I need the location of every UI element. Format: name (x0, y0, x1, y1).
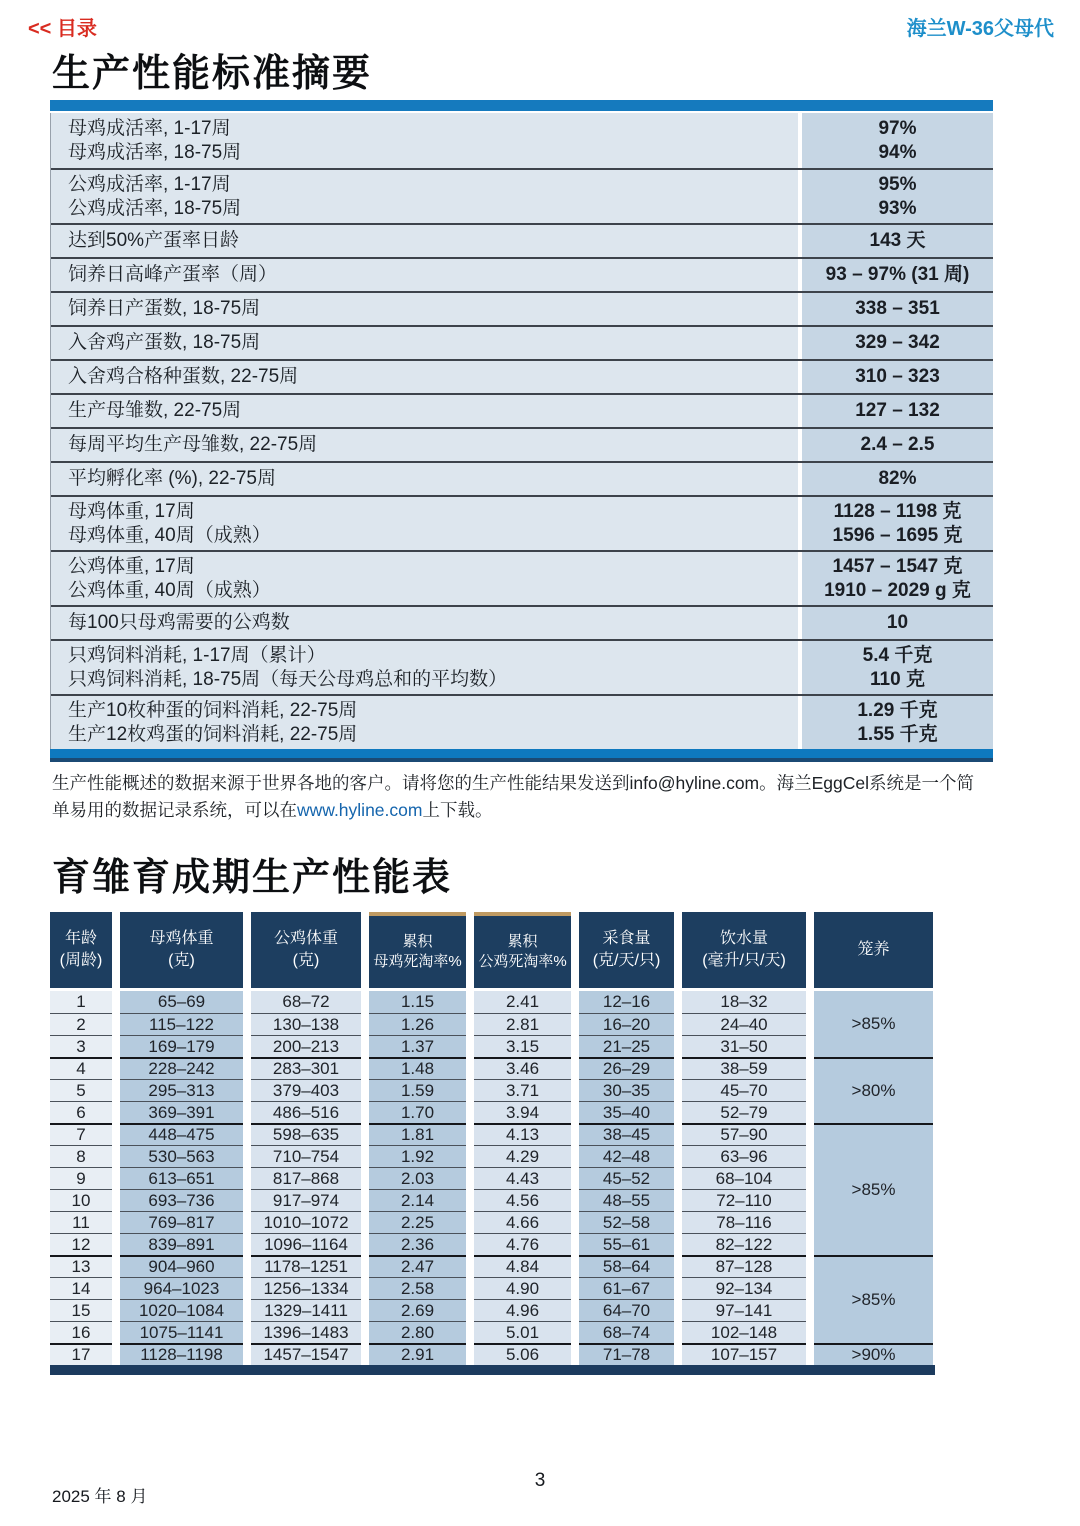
grow-table-cell: 4.43 (474, 1167, 571, 1189)
grow-table-cell: 1128–1198 (120, 1343, 243, 1365)
grow-table-cell: 598–635 (251, 1123, 361, 1145)
summary-row-label: 只鸡饲料消耗, 1-17周（累计） 只鸡饲料消耗, 18-75周（每天公母鸡总和的平均数） (51, 641, 798, 694)
grow-table-cell: 2.14 (369, 1189, 466, 1211)
grow-table-cell: 1075–1141 (120, 1321, 243, 1343)
summary-row-label: 生产母雏数, 22-75周 (51, 395, 798, 427)
summary-row-label: 每周平均生产母雏数, 22-75周 (51, 429, 798, 461)
grow-table-cell: 1396–1483 (251, 1321, 361, 1343)
grow-table-cell: 72–110 (682, 1189, 806, 1211)
brand-header: 海兰W-36父母代 (906, 18, 1054, 40)
grow-table-cell: 1457–1547 (251, 1343, 361, 1365)
grow-table-cell: 4.29 (474, 1145, 571, 1167)
grow-table-cell: 30–35 (579, 1079, 674, 1101)
grow-table-cell: 1.37 (369, 1035, 466, 1057)
grow-table-cell: 71–78 (579, 1343, 674, 1365)
grow-table-cell: 4.13 (474, 1123, 571, 1145)
summary-row-value: 97% 94% (802, 113, 993, 168)
grow-table-cell: 45–52 (579, 1167, 674, 1189)
grow-table-cell: 65–69 (120, 991, 243, 1013)
grow-table-cell: 107–157 (682, 1343, 806, 1365)
grow-table-cell: 369–391 (120, 1101, 243, 1123)
grow-table-cell: 78–116 (682, 1211, 806, 1233)
summary-row-label: 达到50%产蛋率日龄 (51, 225, 798, 257)
summary-row-label: 饲养日高峰产蛋率（周） (51, 259, 798, 291)
summary-row-value: 329 – 342 (802, 327, 993, 359)
grow-table-cell: 710–754 (251, 1145, 361, 1167)
grow-table-cell: 1329–1411 (251, 1299, 361, 1321)
grow-table-cell: 2.03 (369, 1167, 466, 1189)
grow-table-cell: 68–74 (579, 1321, 674, 1343)
summary-row-label: 生产10枚种蛋的饲料消耗, 22-75周 生产12枚鸡蛋的饲料消耗, 22-75周 (51, 696, 798, 749)
summary-row-label: 入舍鸡合格种蛋数, 22-75周 (51, 361, 798, 393)
grow-table-cell: 2 (50, 1013, 112, 1035)
grow-table-cell: 10 (50, 1189, 112, 1211)
grow-table-cell: 4.84 (474, 1255, 571, 1277)
grow-table-cell: 904–960 (120, 1255, 243, 1277)
grow-table-cell: 82–122 (682, 1233, 806, 1255)
grow-table-cell: 964–1023 (120, 1277, 243, 1299)
grow-table-cell: 3.94 (474, 1101, 571, 1123)
grow-table-cell: 24–40 (682, 1013, 806, 1035)
grow-table-cell: 1.70 (369, 1101, 466, 1123)
summary-row-value: 2.4 – 2.5 (802, 429, 993, 461)
grow-header-cell: 累积 母鸡死淘率% (369, 912, 466, 988)
grow-table-cell: 4.76 (474, 1233, 571, 1255)
summary-table-row (51, 359, 993, 393)
grow-table-cell: 61–67 (579, 1277, 674, 1299)
grow-table-cell: 2.69 (369, 1299, 466, 1321)
summary-row-label: 入舍鸡产蛋数, 18-75周 (51, 327, 798, 359)
summary-row-value: 310 – 323 (802, 361, 993, 393)
summary-row-value: 1.29 千克 1.55 千克 (802, 696, 993, 749)
grow-table-cell: 283–301 (251, 1057, 361, 1079)
summary-table-row (51, 495, 993, 550)
grow-table-cell: 5 (50, 1079, 112, 1101)
footer-date: 2025 年 8 月 (52, 1487, 148, 1506)
grow-table-cell: 26–29 (579, 1057, 674, 1079)
grow-table-cell: 16 (50, 1321, 112, 1343)
grow-header-cell: 累积 公鸡死淘率% (474, 912, 571, 988)
summary-row-label: 公鸡体重, 17周 公鸡体重, 40周（成熟） (51, 552, 798, 605)
grow-table-cell: 1020–1084 (120, 1299, 243, 1321)
grow-table-cell: 1.26 (369, 1013, 466, 1035)
grow-table-cell: 379–403 (251, 1079, 361, 1101)
grow-table-cell: 2.81 (474, 1013, 571, 1035)
grow-table-cell: 11 (50, 1211, 112, 1233)
grow-table-cell: 21–25 (579, 1035, 674, 1057)
summary-row-label: 公鸡成活率, 1-17周 公鸡成活率, 18-75周 (51, 170, 798, 223)
grow-table-cell: 1 (50, 991, 112, 1013)
summary-table-row (51, 223, 993, 257)
grow-header-cell: 饮水量 (毫升/只/天) (682, 912, 806, 988)
summary-table-row (51, 550, 993, 605)
grow-table-cell: 448–475 (120, 1123, 243, 1145)
grow-table-cell: 1.81 (369, 1123, 466, 1145)
summary-table-row (51, 291, 993, 325)
grow-table-cell: 4.56 (474, 1189, 571, 1211)
grow-table-cell: 16–20 (579, 1013, 674, 1035)
grow-table-cell: 1.92 (369, 1145, 466, 1167)
grow-table-cell: 295–313 (120, 1079, 243, 1101)
grow-table-cell: 839–891 (120, 1233, 243, 1255)
grow-table-cell: 2.80 (369, 1321, 466, 1343)
grow-table-cell: 97–141 (682, 1299, 806, 1321)
summary-row-value: 1457 – 1547 克 1910 – 2029 g 克 (802, 552, 993, 605)
summary-row-value: 143 天 (802, 225, 993, 257)
grow-table-cell: 530–563 (120, 1145, 243, 1167)
grow-table-cell: 52–79 (682, 1101, 806, 1123)
summary-table-row (51, 325, 993, 359)
grow-table-cell: 2.91 (369, 1343, 466, 1365)
note-text-before: 生产性能概述的数据来源于世界各地的客户。请将您的生产性能结果发送到info@hyline.com。海兰EggCel系统是一个简单易用的数据记录系统，可以在 (52, 773, 975, 821)
grow-table-cell: 1010–1072 (251, 1211, 361, 1233)
grow-table-cell: 58–64 (579, 1255, 674, 1277)
grow-table-cell: 817–868 (251, 1167, 361, 1189)
summary-table-top-bar (50, 100, 993, 113)
cage-rearing-cell: >85% (814, 991, 933, 1057)
grow-table-cell: 63–96 (682, 1145, 806, 1167)
cage-rearing-cell: >85% (814, 1123, 933, 1255)
summary-table-row (51, 393, 993, 427)
grow-table-cell: 228–242 (120, 1057, 243, 1079)
grow-header-cell: 母鸡体重 (克) (120, 912, 243, 988)
summary-table-row (51, 639, 993, 694)
data-source-note (52, 770, 990, 824)
cage-rearing-cell: >85% (814, 1255, 933, 1343)
grow-table-cell: 52–58 (579, 1211, 674, 1233)
summary-row-label: 母鸡成活率, 1-17周 母鸡成活率, 18-75周 (51, 113, 798, 168)
summary-table-row (51, 257, 993, 291)
summary-table-row (51, 113, 993, 168)
grow-table-body (50, 991, 935, 1365)
summary-row-label: 每100只母鸡需要的公鸡数 (51, 607, 798, 639)
summary-row-value: 93 – 97% (31 周) (802, 259, 993, 291)
summary-row-value: 10 (802, 607, 993, 639)
grow-table-cell: 1256–1334 (251, 1277, 361, 1299)
summary-row-value: 127 – 132 (802, 395, 993, 427)
grow-table-cell: 4.90 (474, 1277, 571, 1299)
grow-table-cell: 87–128 (682, 1255, 806, 1277)
note-text-after: 上下载。 (422, 800, 493, 821)
grow-header-cell: 采食量 (克/天/只) (579, 912, 674, 988)
grow-table-cell: 38–45 (579, 1123, 674, 1145)
grow-table-header (50, 912, 935, 988)
grow-table-cell: 1.48 (369, 1057, 466, 1079)
grow-table-cell: 92–134 (682, 1277, 806, 1299)
grow-table-cell: 2.47 (369, 1255, 466, 1277)
grow-table-cell: 2.36 (369, 1233, 466, 1255)
grow-table-cell: 38–59 (682, 1057, 806, 1079)
grow-table-cell: 613–651 (120, 1167, 243, 1189)
summary-table-row (51, 461, 993, 495)
grow-table-cell: 5.06 (474, 1343, 571, 1365)
performance-summary-table (50, 100, 993, 762)
grow-table-cell: 130–138 (251, 1013, 361, 1035)
grow-table-cell: 5.01 (474, 1321, 571, 1343)
grow-table-cell: 68–72 (251, 991, 361, 1013)
summary-table-row (51, 427, 993, 461)
grow-table-cell: 3.46 (474, 1057, 571, 1079)
grow-table-cell: 4.96 (474, 1299, 571, 1321)
grow-table-cell: 18–32 (682, 991, 806, 1013)
grow-period-table (50, 912, 935, 1375)
grow-table-cell: 917–974 (251, 1189, 361, 1211)
summary-row-value: 338 – 351 (802, 293, 993, 325)
back-to-toc-link[interactable]: << 目录 (28, 18, 97, 40)
grow-table-cell: 3 (50, 1035, 112, 1057)
grow-table-cell: 1178–1251 (251, 1255, 361, 1277)
summary-row-value: 95% 93% (802, 170, 993, 223)
grow-table-cell: 693–736 (120, 1189, 243, 1211)
grow-table-cell: 6 (50, 1101, 112, 1123)
grow-header-cell: 公鸡体重 (克) (251, 912, 361, 988)
summary-row-label: 母鸡体重, 17周 母鸡体重, 40周（成熟） (51, 497, 798, 550)
grow-table-cell: 1096–1164 (251, 1233, 361, 1255)
grow-table-cell: 12 (50, 1233, 112, 1255)
grow-table-cell: 13 (50, 1255, 112, 1277)
grow-table-cell: 17 (50, 1343, 112, 1365)
grow-table-cell: 7 (50, 1123, 112, 1145)
summary-table-row (51, 605, 993, 639)
grow-table-cell: 102–148 (682, 1321, 806, 1343)
grow-table-cell: 2.41 (474, 991, 571, 1013)
grow-table-cell: 3.15 (474, 1035, 571, 1057)
summary-row-label: 平均孵化率 (%), 22-75周 (51, 463, 798, 495)
grow-table-cell: 57–90 (682, 1123, 806, 1145)
grow-table-cell: 486–516 (251, 1101, 361, 1123)
grow-table-cell: 9 (50, 1167, 112, 1189)
grow-table-cell: 35–40 (579, 1101, 674, 1123)
grow-table-bottom-bar (50, 1365, 935, 1375)
grow-header-cell: 笼养 (814, 912, 933, 988)
summary-table-bottom-bar (50, 749, 993, 762)
grow-table-cell: 4.66 (474, 1211, 571, 1233)
cage-rearing-cell: >90% (814, 1343, 933, 1365)
page-number: 3 (534, 1470, 546, 1491)
grow-table-cell: 200–213 (251, 1035, 361, 1057)
grow-header-cell: 年龄 (周龄) (50, 912, 112, 988)
summary-row-label: 饲养日产蛋数, 18-75周 (51, 293, 798, 325)
grow-table-cell: 12–16 (579, 991, 674, 1013)
grow-table-cell: 31–50 (682, 1035, 806, 1057)
grow-table-cell: 115–122 (120, 1013, 243, 1035)
grow-table-cell: 68–104 (682, 1167, 806, 1189)
summary-table-rows (50, 113, 993, 749)
grow-table-cell: 1.59 (369, 1079, 466, 1101)
grow-table-cell: 4 (50, 1057, 112, 1079)
grow-table-cell: 2.58 (369, 1277, 466, 1299)
summary-row-value: 1128 – 1198 克 1596 – 1695 克 (802, 497, 993, 550)
summary-row-value: 5.4 千克 110 克 (802, 641, 993, 694)
section1-title: 生产性能标准摘要 (52, 53, 373, 95)
grow-table-cell: 64–70 (579, 1299, 674, 1321)
hyline-website-link[interactable]: www.hyline.com (297, 800, 423, 821)
grow-table-cell: 14 (50, 1277, 112, 1299)
summary-table-row (51, 168, 993, 223)
grow-table-cell: 15 (50, 1299, 112, 1321)
grow-table-cell: 8 (50, 1145, 112, 1167)
grow-table-cell: 769–817 (120, 1211, 243, 1233)
summary-table-row (51, 694, 993, 749)
grow-table-cell: 42–48 (579, 1145, 674, 1167)
grow-table-cell: 169–179 (120, 1035, 243, 1057)
grow-table-cell: 45–70 (682, 1079, 806, 1101)
cage-rearing-cell: >80% (814, 1057, 933, 1123)
grow-table-cell: 2.25 (369, 1211, 466, 1233)
grow-table-cell: 1.15 (369, 991, 466, 1013)
grow-table-cell: 55–61 (579, 1233, 674, 1255)
grow-table-cell: 48–55 (579, 1189, 674, 1211)
grow-table-cell: 3.71 (474, 1079, 571, 1101)
summary-row-value: 82% (802, 463, 993, 495)
section2-title: 育雏育成期生产性能表 (52, 857, 453, 899)
